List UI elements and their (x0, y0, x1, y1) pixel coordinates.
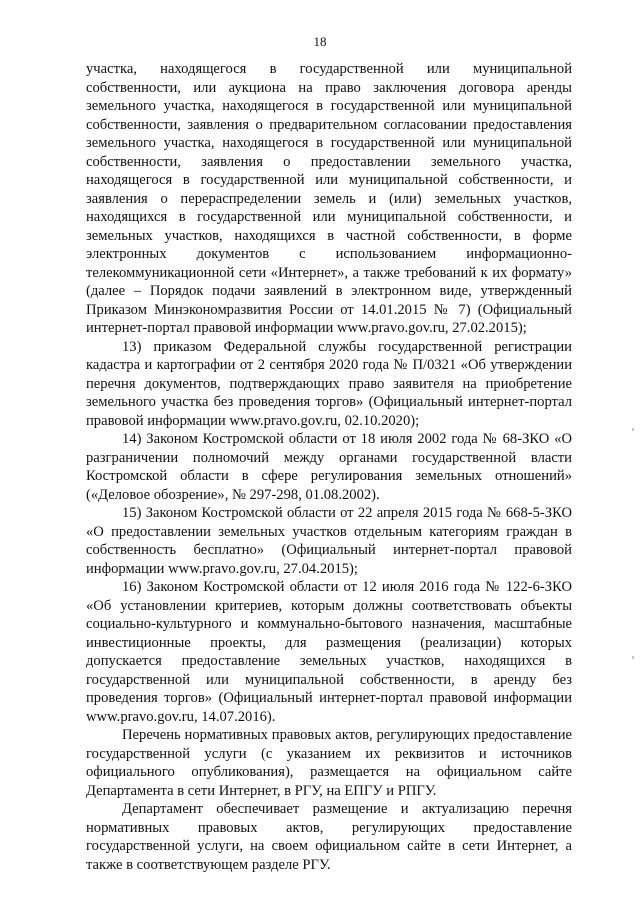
paragraph-item-15: 15) Законом Костромской области от 22 апреля 2015 года № 668-5-ЗКО «О предоставлении земельных участков отдельным категориям граждан в собственность бесплатно» (Официальный интернет-портал правовой информации www.pravo.gov.ru, 27.04.2015); (86, 505, 572, 577)
page-number: 18 (313, 34, 327, 49)
paragraph-department-duty: Департамент обеспечивает размещение и актуализацию перечня нормативных правовых актов, регулирующих предоставление государственной услуги, на своем официальном сайте в сети Интернет, а также в соответствующем разделе РГУ. (86, 801, 572, 873)
scan-margin-mark (632, 428, 634, 431)
paragraph-continuation: участка, находящегося в государственной или муниципальной собственности, или аукциона на право заключения договора аренды земельного участка, находящегося в государственной или муниципальной собственности, заявления о предварительном согласовании предоставления земельного участка, находящегося в государственной или муниципальной собственности, заявления о предоставлении земельного участка, находящегося в государственной или муниципальной собственности, и заявления о перераспределении земель и (или) земельных участков, находящихся в государственной или муниципальной собственности, и земельных участков, находящихся в частной собственности, в форме электронных документов с использованием информационно-телекоммуникационной сети «Интернет», а также требований к их формату» (далее – Порядок подачи заявлений в электронном виде, утвержденный Приказом Минэкономразвития России от 14.01.2015 № 7) (Официальный интернет-портал правовой информации www.pravo.gov.ru, 27.02.2015); (86, 61, 572, 336)
paragraph-item-16: 16) Законом Костромской области от 12 июля 2016 года № 122-6-ЗКО «Об установлении критериев, которым должны соответствовать объекты социально-культурного и коммунально-бытового назначения, масштабные инвестиционные проекты, для размещения (реализации) которых допускается предоставление земельных участков, находящихся в государственной или муниципальной собственности, в аренду без проведения торгов» (Официальный интернет-портал правовой информации www.pravo.gov.ru, 14.07.2016). (86, 579, 572, 725)
document-body (86, 60, 572, 874)
paragraph-item-13: 13) приказом Федеральной службы государственной регистрации кадастра и картографии от 2 сентября 2020 года № П/0321 «Об утверждении перечня документов, подтверждающих право заявителя на приобретение земельного участка без проведения торгов» (Официальный интернет-портал правовой информации www.pravo.gov.ru, 02.10.2020); (86, 338, 572, 429)
paragraph-list-placement: Перечень нормативных правовых актов, регулирующих предоставление государственной услуги (с указанием их реквизитов и источников официального опубликования), размещается на официальном сайте Департамента в сети Интернет, в РГУ, на ЕПГУ и РПГУ. (86, 727, 572, 799)
scan-margin-mark (632, 656, 634, 659)
paragraph-item-14: 14) Законом Костромской области от 18 июля 2002 года № 68-ЗКО «О разграничении полномочий между органами государственной власти Костромской области в сфере регулирования земельных отношений» («Деловое обозрение», № 297-298, 01.08.2002). (86, 431, 572, 503)
